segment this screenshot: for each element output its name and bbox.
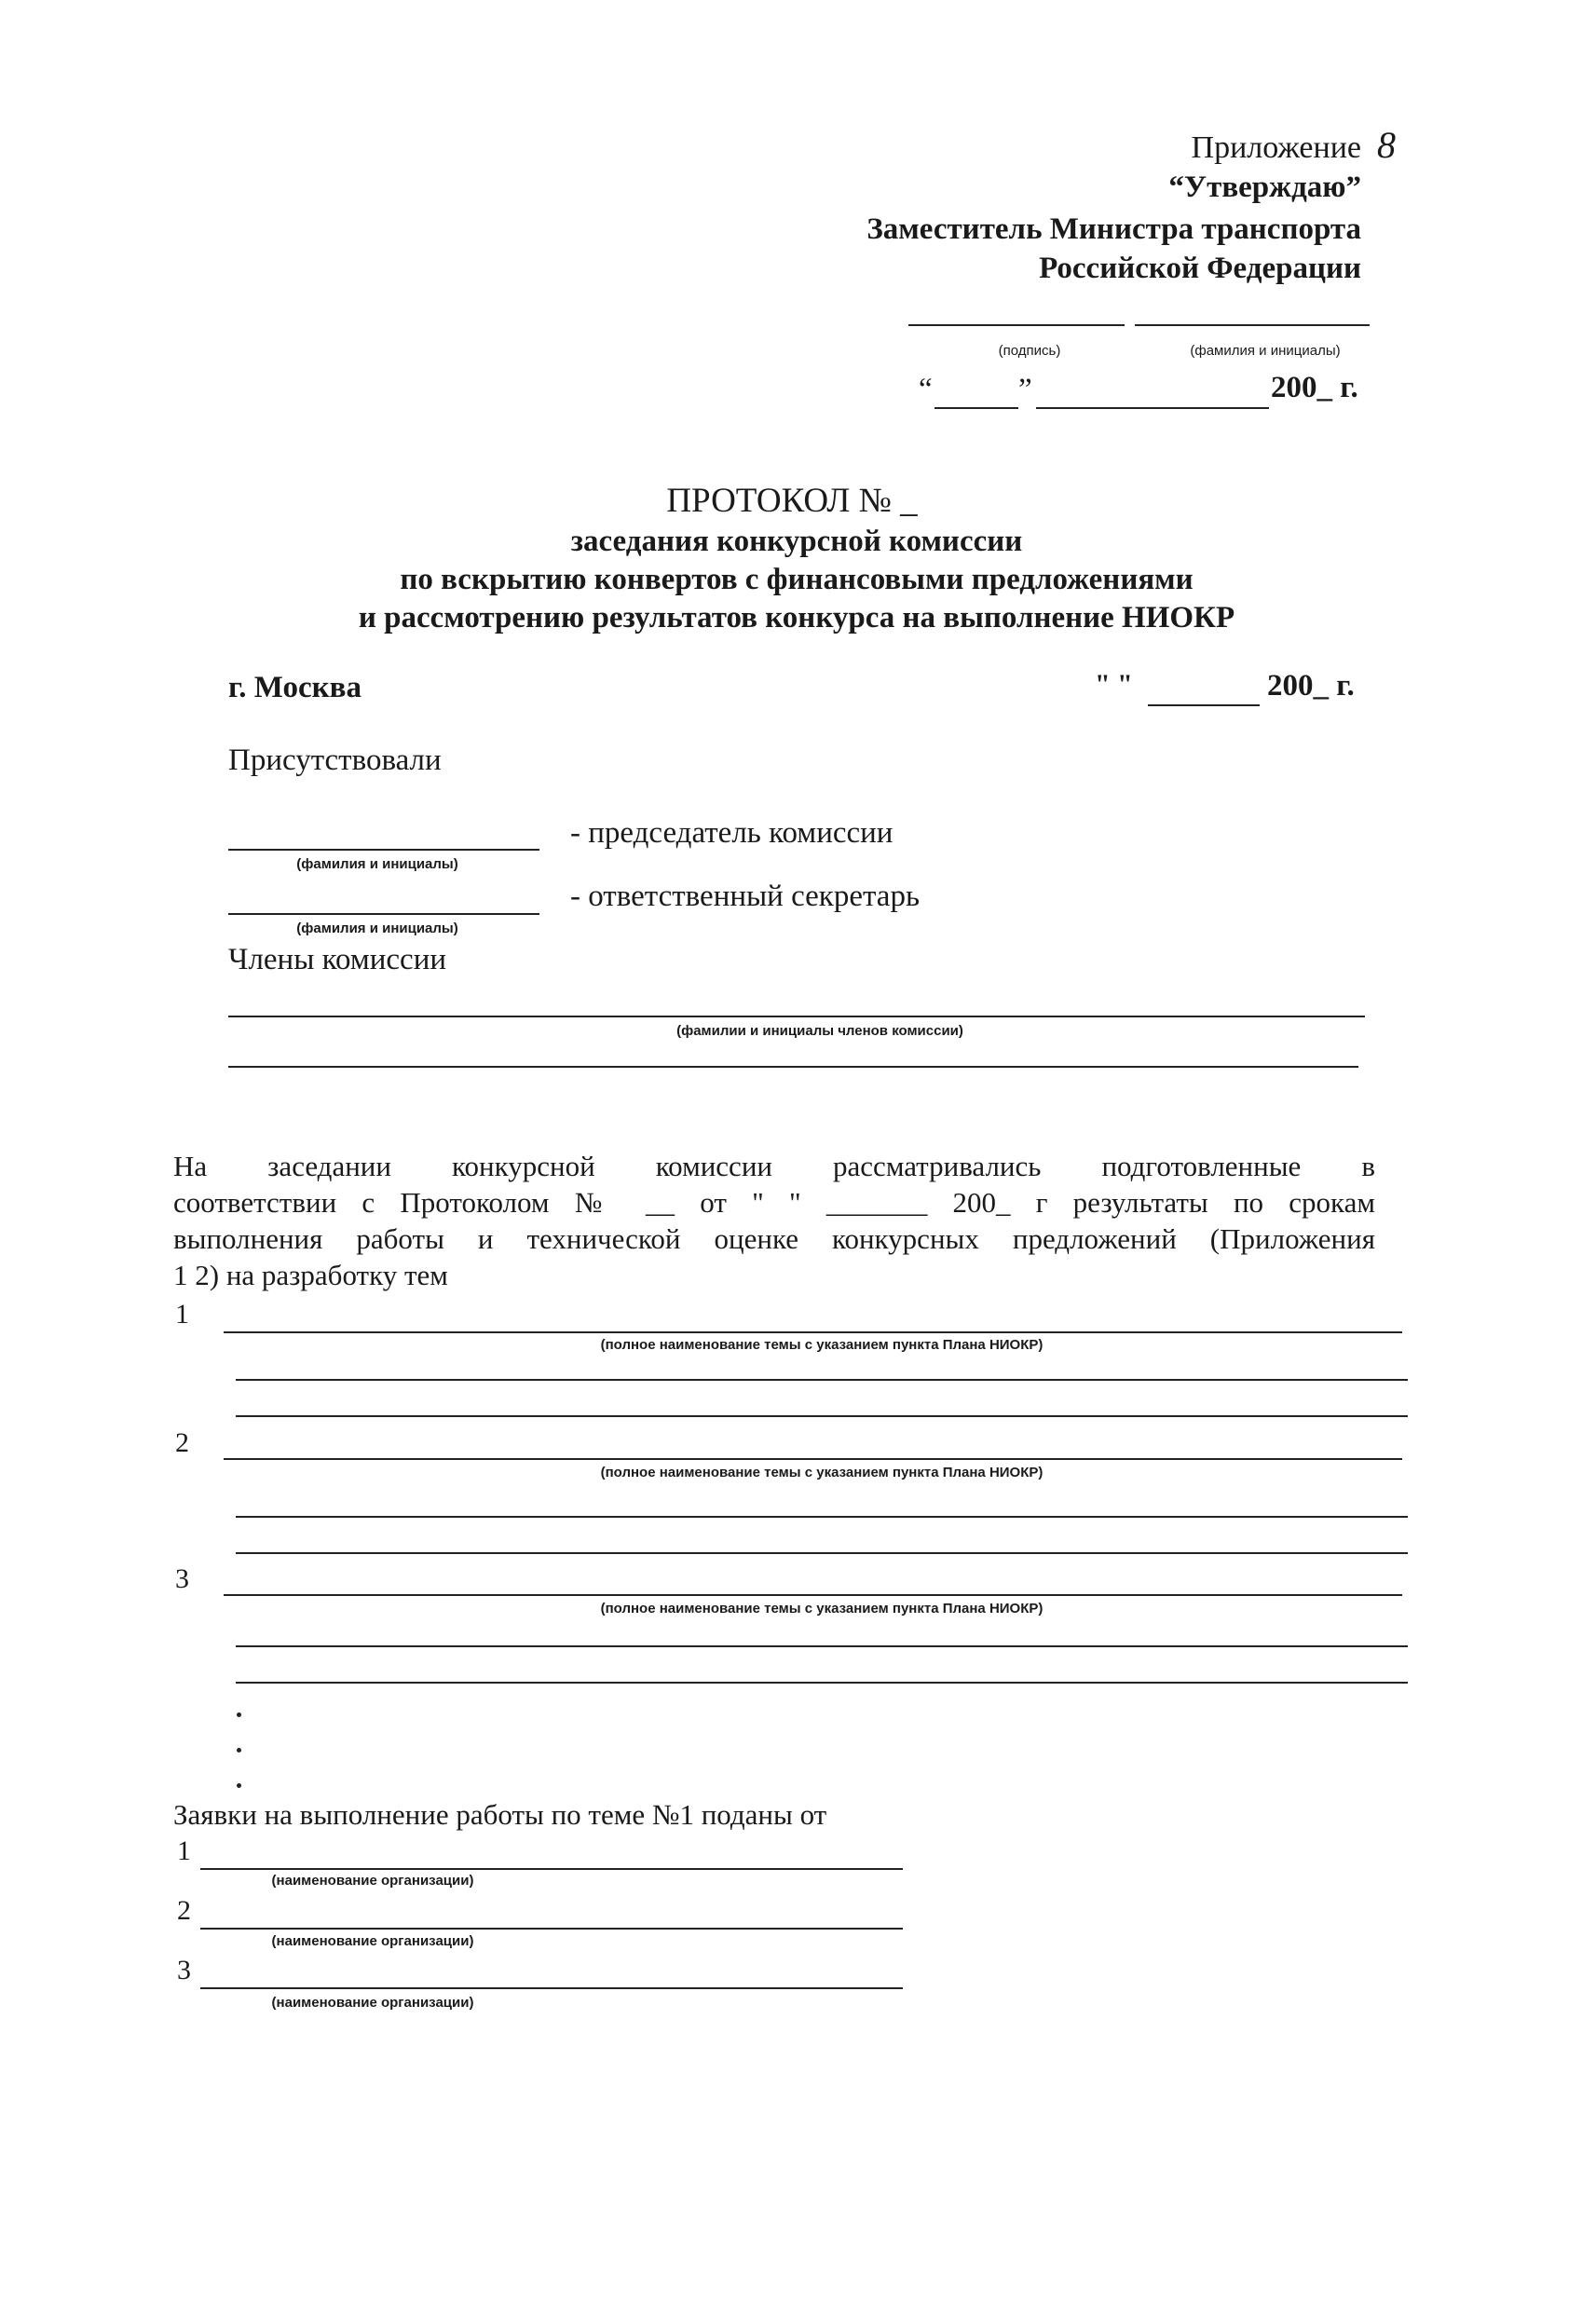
approver-position-line2: Российской Федерации — [1039, 252, 1361, 285]
topic-2-line-1 — [224, 1458, 1402, 1460]
secretary-name-line — [228, 913, 539, 915]
meeting-date-line — [1148, 704, 1260, 706]
topic-3-caption: (полное наименование темы с указанием пункта Плана НИОКР) — [600, 1601, 1044, 1616]
secretary-role: - ответственный секретарь — [570, 880, 920, 913]
approval-date-close-quote: ” — [1018, 373, 1032, 406]
topics-paragraph — [173, 1148, 1375, 1293]
approval-year: 200_ г. — [1271, 371, 1358, 404]
approve-label: “Утверждаю” — [1168, 171, 1361, 204]
secretary-name-caption: (фамилия и инициалы) — [296, 921, 458, 936]
topic-2-line-3 — [236, 1552, 1408, 1554]
approver-position-line1: Заместитель Министра транспорта — [866, 212, 1361, 246]
topic-number-3: 3 — [175, 1563, 189, 1594]
members-caption: (фамилии и инициалы членов комиссии) — [676, 1023, 963, 1039]
approver-name-line — [1135, 324, 1370, 326]
topic-3-line-2 — [236, 1645, 1408, 1647]
paragraph-line-3: выполнения работы и технической оценке конкурсных предложений (Приложения — [173, 1222, 1375, 1255]
topic-number-1: 1 — [175, 1299, 189, 1330]
topic-2-line-2 — [236, 1516, 1408, 1518]
application-2-line — [200, 1928, 903, 1930]
protocol-subtitle-line1: заседания конкурсной комиссии — [570, 525, 1023, 558]
topic-3-line-1 — [224, 1594, 1402, 1596]
approval-date-open-quote: “ — [919, 373, 933, 406]
topic-1-caption: (полное наименование темы с указанием пункта Плана НИОКР) — [600, 1337, 1044, 1353]
applications-heading: Заявки на выполнение работы по теме №1 поданы от — [173, 1798, 827, 1831]
continuation-dot-1 — [237, 1712, 241, 1717]
attendance-heading: Присутствовали — [228, 743, 442, 777]
application-number-2: 2 — [177, 1895, 191, 1926]
chairman-role: - председатель комиссии — [570, 816, 893, 850]
topic-1-line-3 — [236, 1415, 1408, 1417]
appendix-number: 8 — [1377, 124, 1396, 166]
topic-3-line-3 — [236, 1682, 1408, 1684]
continuation-dot-2 — [237, 1748, 241, 1753]
meeting-year: 200_ г. — [1267, 669, 1355, 703]
application-1-caption: (наименование организации) — [271, 1873, 474, 1889]
members-line-2 — [228, 1066, 1358, 1068]
approval-month-line — [1036, 407, 1269, 409]
chairman-name-line — [228, 849, 539, 851]
application-number-3: 3 — [177, 1955, 191, 1985]
meeting-date-quotes: " " — [1095, 669, 1133, 700]
application-3-caption: (наименование организации) — [271, 1995, 474, 2011]
topic-1-line-2 — [236, 1379, 1408, 1381]
signature-line — [908, 324, 1125, 326]
signature-caption: (подпись) — [998, 343, 1061, 359]
approver-name-caption: (фамилия и инициалы) — [1190, 343, 1341, 359]
paragraph-line-2: соответствии с Протоколом № __ от " " _______ 200_ г результаты по срокам — [173, 1186, 1375, 1219]
approval-day-line — [934, 407, 1018, 409]
application-1-line — [200, 1868, 903, 1870]
members-line-1 — [228, 1016, 1365, 1017]
application-number-1: 1 — [177, 1835, 191, 1866]
application-3-line — [200, 1987, 903, 1989]
paragraph-line-1: На заседании конкурсной комиссии рассматривались подготовленные в — [173, 1150, 1375, 1182]
protocol-subtitle-line2: по вскрытию конвертов с финансовыми предложениями — [400, 563, 1194, 596]
topic-number-2: 2 — [175, 1427, 189, 1458]
protocol-subtitle-line3: и рассмотрению результатов конкурса на выполнение НИОКР — [358, 601, 1235, 634]
paragraph-line-4: 1 2) на разработку тем — [173, 1259, 448, 1291]
chairman-name-caption: (фамилия и инициалы) — [296, 856, 458, 872]
continuation-dot-3 — [237, 1783, 241, 1788]
application-2-caption: (наименование организации) — [271, 1933, 474, 1949]
protocol-title: ПРОТОКОЛ № _ — [666, 482, 918, 520]
topic-1-line-1 — [224, 1331, 1402, 1333]
city-label: г. Москва — [228, 671, 361, 704]
topic-2-caption: (полное наименование темы с указанием пункта Плана НИОКР) — [600, 1465, 1044, 1480]
members-heading: Члены комиссии — [228, 943, 447, 976]
appendix-label: Приложение — [1191, 130, 1361, 165]
